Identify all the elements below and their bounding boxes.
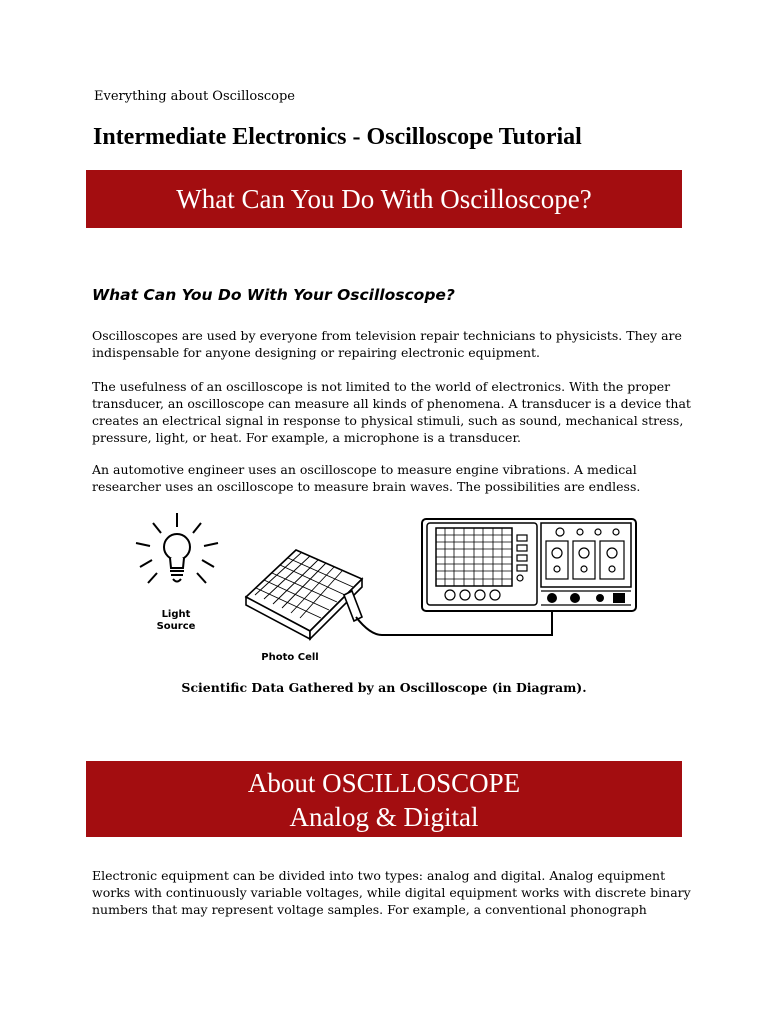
paragraph-line: transducer, an oscilloscope can measure all kinds of phenomena. A transducer is a device that [92,396,691,411]
banner-text: What Can You Do With Oscilloscope? [176,184,592,214]
banner-line-2: Analog & Digital [289,802,479,832]
paragraph-line: Electronic equipment can be divided into two types: analog and digital. Analog equipment [92,868,666,883]
paragraph-line: creates an electrical signal in response to physical stimuli, such as sound, mechanical stress, [92,413,684,428]
paragraph-line: numbers that may represent voltage samples. For example, a conventional phonograph [92,902,647,917]
section-banner-what-can-you-do [86,170,682,228]
diagram-caption: Scientific Data Gathered by an Oscilloscope (in Diagram). [181,680,587,695]
photo-cell-icon [246,550,362,639]
paragraph-line: researcher uses an oscilloscope to measure brain waves. The possibilities are endless. [92,479,641,494]
paragraph-line: An automotive engineer uses an oscilloscope to measure engine vibrations. A medical [92,462,637,477]
light-label-line2: Source [156,621,196,632]
paragraph-line: works with continuously variable voltages, while digital equipment works with discrete binary [92,885,691,900]
photo-cell-label: Photo Cell [261,652,319,663]
paragraph-examples [92,461,692,495]
oscilloscope-diagram [120,505,640,665]
section-heading: What Can You Do With Your Oscilloscope? [92,286,455,304]
document-title: Intermediate Electronics - Oscilloscope Tutorial [93,124,582,150]
paragraph-usefulness [92,378,692,446]
paragraph-line: indispensable for anyone designing or repairing electronic equipment. [92,345,541,360]
light-label-line1: Light [161,609,191,620]
light-bulb-icon [136,513,218,583]
paragraph-line: pressure, light, or heat. For example, a microphone is a transducer. [92,430,522,445]
paragraph-line: Oscilloscopes are used by everyone from television repair technicians to physicists. They are [92,328,682,343]
document-subtitle: Everything about Oscilloscope [94,89,295,104]
paragraph-users [92,327,692,361]
paragraph-line: The usefulness of an oscilloscope is not limited to the world of electronics. With the proper [92,379,671,394]
banner-line-1: About OSCILLOSCOPE [247,768,521,798]
oscilloscope-icon [422,519,636,611]
paragraph-analog-digital [92,867,692,918]
section-banner-about-oscilloscope [86,761,682,837]
